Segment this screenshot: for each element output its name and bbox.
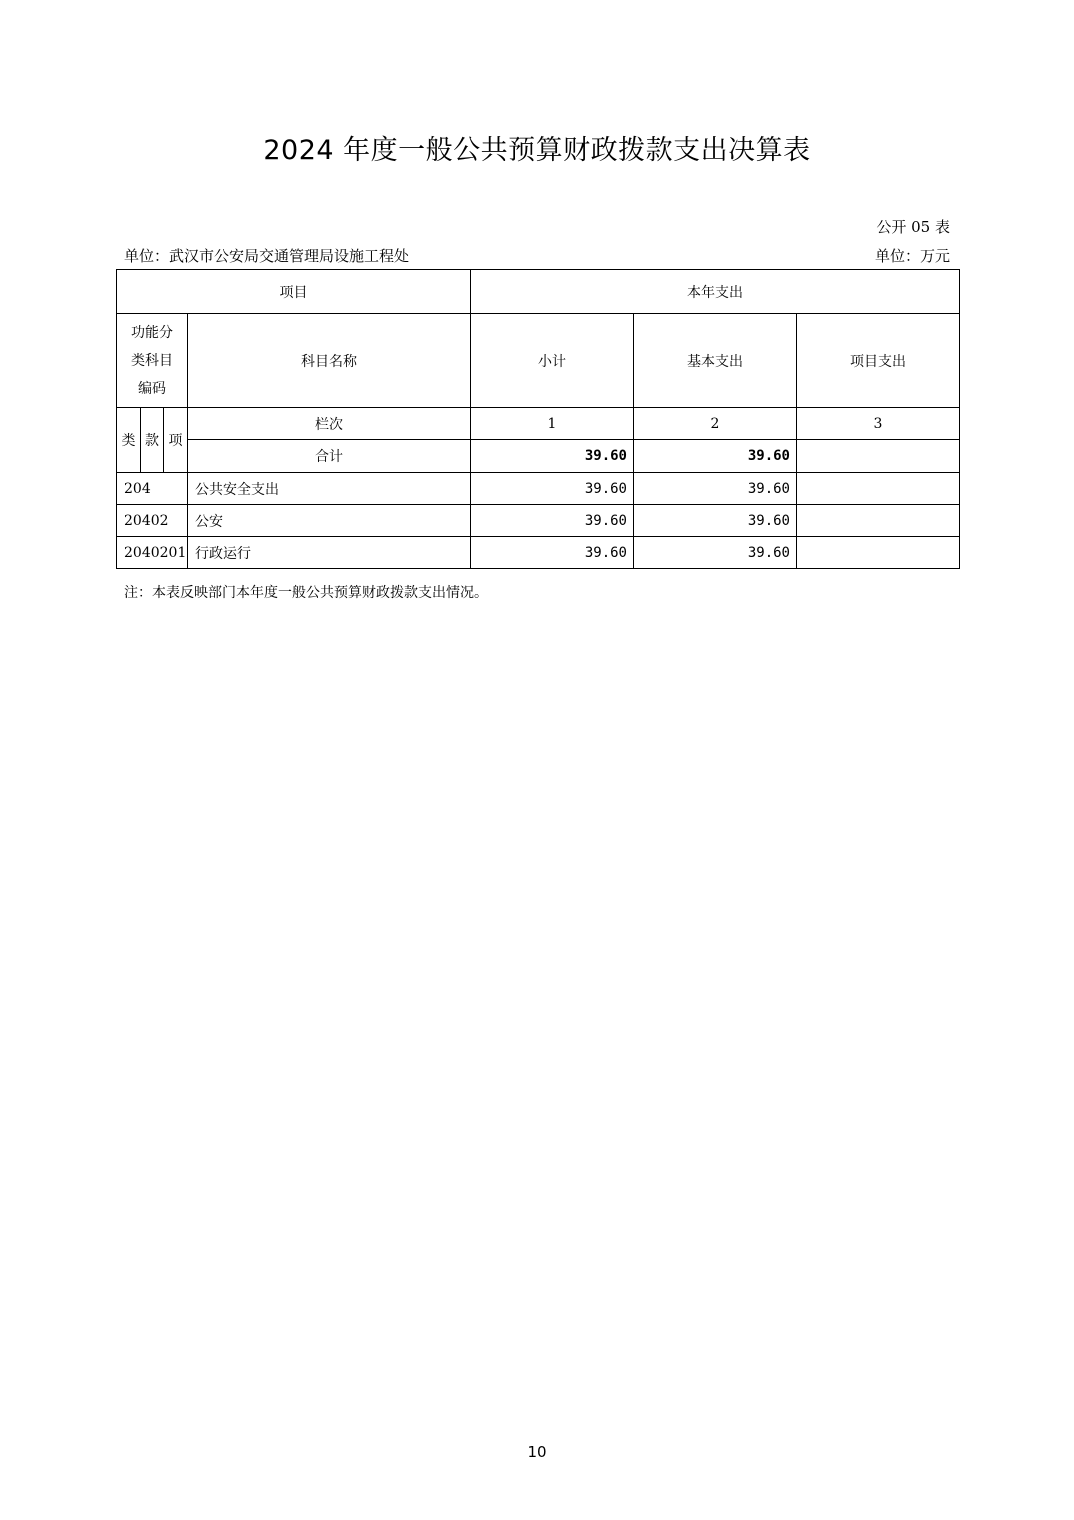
header-kuan: 款	[141, 408, 164, 473]
header-row-2	[117, 314, 960, 408]
row-name: 公共安全支出	[188, 473, 471, 505]
budget-table	[116, 269, 960, 569]
column-number-3: 3	[797, 408, 960, 440]
column-number-1: 1	[471, 408, 634, 440]
page-title: 2024 年度一般公共预算财政拨款支出决算表	[263, 135, 811, 166]
header-basic: 基本支出	[634, 314, 797, 408]
header-lei: 类	[117, 408, 141, 473]
header-xiang: 项	[164, 408, 188, 473]
header-subject-name: 科目名称	[188, 314, 471, 408]
row-subtotal: 39.60	[471, 537, 634, 569]
row-code: 204	[117, 473, 188, 505]
header-function-code: 功能分 类科目 编码	[117, 314, 188, 408]
column-number-2: 2	[634, 408, 797, 440]
row-project	[797, 505, 960, 537]
form-number: 公开 05 表	[876, 218, 950, 236]
row-project	[797, 473, 960, 505]
row-basic: 39.60	[634, 505, 797, 537]
row-basic: 39.60	[634, 537, 797, 569]
row-name: 公安	[188, 505, 471, 537]
table-row	[117, 505, 960, 537]
table-note: 注：本表反映部门本年度一般公共预算财政拨款支出情况。	[124, 585, 488, 601]
header-current-year: 本年支出	[471, 270, 960, 314]
row-subtotal: 39.60	[471, 473, 634, 505]
row-code: 2040201	[117, 537, 188, 569]
header-item: 项目	[117, 270, 471, 314]
row-subtotal: 39.60	[471, 505, 634, 537]
header-project: 项目支出	[797, 314, 960, 408]
table-row	[117, 473, 960, 505]
header-subtotal: 小计	[471, 314, 634, 408]
unit-currency: 单位：万元	[874, 247, 950, 265]
total-project	[797, 440, 960, 473]
page-number: 10	[527, 1443, 547, 1461]
row-project	[797, 537, 960, 569]
column-row-label: 栏次	[188, 408, 471, 440]
total-row	[117, 440, 960, 473]
table-row	[117, 537, 960, 569]
row-code: 20402	[117, 505, 188, 537]
total-subtotal: 39.60	[471, 440, 634, 473]
unit-organization: 单位：武汉市公安局交通管理局设施工程处	[124, 247, 410, 265]
row-name: 行政运行	[188, 537, 471, 569]
column-number-row	[117, 408, 960, 440]
row-basic: 39.60	[634, 473, 797, 505]
total-label: 合计	[188, 440, 471, 473]
header-row-1	[117, 270, 960, 314]
total-basic: 39.60	[634, 440, 797, 473]
